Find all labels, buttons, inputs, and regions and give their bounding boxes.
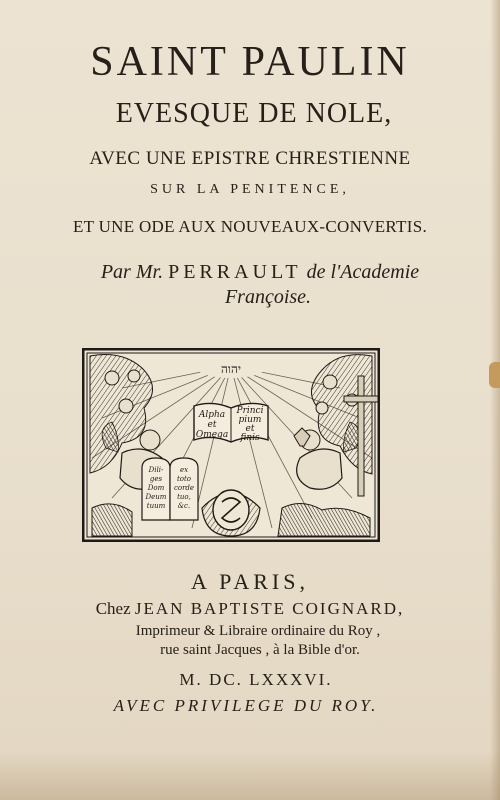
imprint-printer-line	[0, 597, 500, 621]
imprint-printer: JEAN BAPTISTE COIGNARD,	[134, 599, 405, 618]
author-line	[10, 259, 500, 285]
woodcut-vignette	[82, 348, 380, 542]
page-bottom-shadow	[0, 750, 500, 800]
tablet-left-4: Deum	[145, 493, 167, 501]
tablet-right-3: corde	[173, 484, 195, 492]
author-affiliation: de l'Academie	[306, 261, 420, 283]
tablet-right-4: tuo,	[177, 493, 191, 501]
line-penitence: SUR LA PENITENCE,	[150, 182, 350, 197]
tablet-right-1: ex	[179, 466, 189, 474]
book-text-alpha: Alpha	[198, 410, 226, 420]
author-title: Mr.	[135, 261, 164, 283]
book-text-pium: pium	[238, 415, 262, 425]
line-epistre: AVEC UNE EPISTRE CHRESTIENNE	[89, 148, 411, 169]
hebrew-text: יהוה	[220, 362, 242, 376]
book-text-omega: Omega	[195, 430, 229, 440]
imprint-year: M. DC. LXXXVI.	[179, 670, 333, 689]
book-text-et-left: et	[207, 420, 217, 430]
tablet-right-2: toto	[176, 475, 192, 483]
imprint-privilege: AVEC PRIVILEGE DU ROY.	[113, 696, 379, 715]
author-par: Par	[100, 261, 131, 283]
book-title: SAINT PAULIN	[90, 39, 410, 85]
tablet-left-3: Dom	[147, 484, 165, 492]
tablet-left-2: ges	[149, 475, 163, 483]
tablet-left-5: tuum	[146, 502, 166, 510]
book-text-princi: Princi	[236, 406, 264, 416]
imprint-chez: Chez	[95, 599, 131, 618]
imprint-address: rue saint Jacques , à la Bible d'or.	[160, 642, 360, 658]
imprint-role: Imprimeur & Libraire ordinaire du Roy ,	[135, 623, 381, 639]
author-name: PERRAULT	[168, 261, 302, 283]
tablet-right-5: &c.	[177, 502, 191, 510]
book-text-et-right: et	[245, 424, 255, 434]
line-ode: ET UNE ODE AUX NOUVEAUX-CONVERTIS.	[72, 217, 428, 236]
author-affiliation-cont: Françoise.	[224, 286, 312, 308]
tablet-left-1: Dili-	[148, 466, 164, 474]
book-subtitle: EVESQUE DE NOLE,	[115, 98, 393, 129]
imprint-city: A PARIS,	[190, 569, 309, 594]
book-text-finis: finis	[240, 433, 260, 443]
page-marker-tab	[489, 362, 500, 388]
